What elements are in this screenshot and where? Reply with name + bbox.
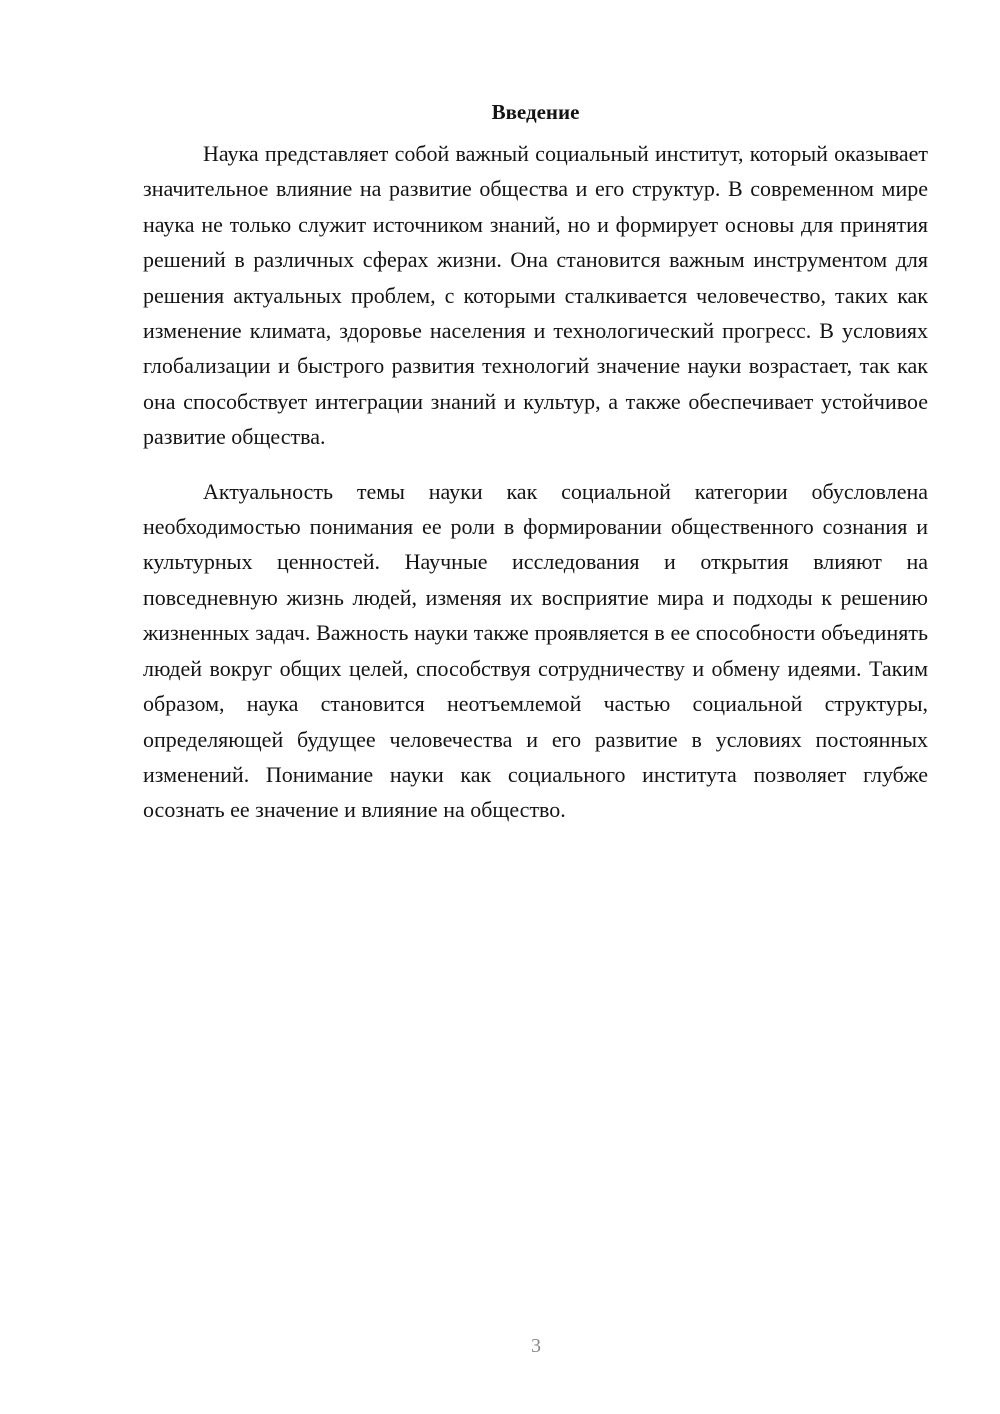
page-number: 3 xyxy=(531,1335,541,1357)
section-heading: Введение xyxy=(491,100,580,124)
paragraph-1: Наука представляет собой важный социальный институт, который оказывает значительное влияние на развитие общества и его структур. В современном мире наука не только служит источником знаний, но и формирует основы для принятия решений в различных сферах жизни. Она становится важным инструментом для решения актуальных проблем, с которыми сталкивается человечество, таких как изменение климата, здоровье населения и технологический прогресс. В условиях глобализации и быстрого развития технологий значение науки возрастает, так как она способствует интеграции знаний и культур, а также обеспечивает устойчивое развитие общества. xyxy=(143,141,928,450)
page-content xyxy=(143,98,928,828)
paragraph-2: Актуальность темы науки как социальной категории обусловлена необходимостью понимания ее роли в формировании общественного сознания и культурных ценностей. Научные исследования и открытия влияют на повседневную жизнь людей, изменяя их восприятие мира и подходы к решению жизненных задач. Важность науки также проявляется в ее способности объединять людей вокруг общих целей, способствуя сотрудничеству и обмену идеями. Таким образом, наука становится неотъемлемой частью социальной структуры, определяющей будущее человечества и его развитие в условиях постоянных изменений. Понимание науки как социального института позволяет глубже осознать ее значение и влияние на общество. xyxy=(143,478,928,823)
